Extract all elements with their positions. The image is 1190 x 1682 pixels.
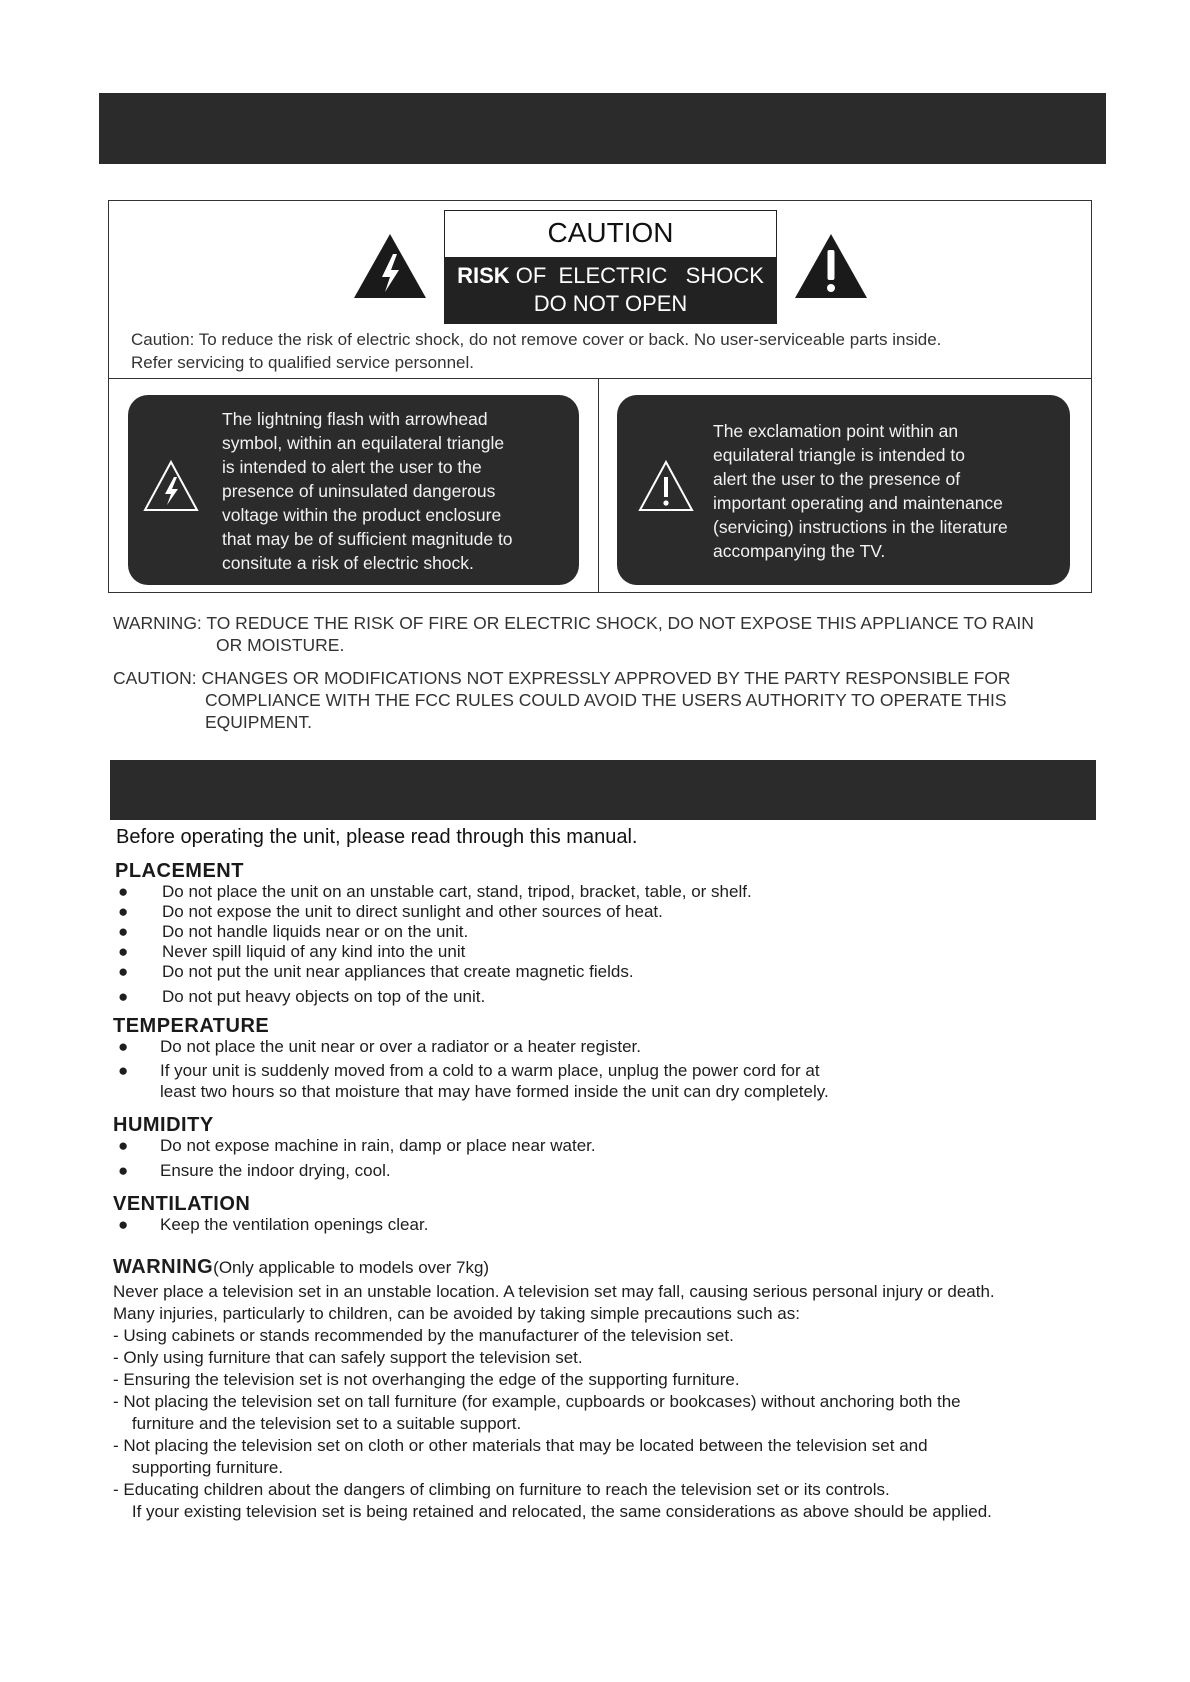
exclamation-info-text — [713, 419, 1058, 563]
info-line: The exclamation point within an — [713, 421, 959, 441]
info-line: is intended to alert the user to the — [222, 457, 482, 477]
divider-vertical — [598, 378, 599, 593]
warning-line: - Only using furniture that can safely support the television set. — [113, 1348, 583, 1367]
warning-note: (Only applicable to models over 7kg) — [213, 1258, 490, 1277]
header-bar-bottom — [110, 760, 1096, 820]
warning-line: supporting furniture. — [113, 1458, 284, 1477]
info-line: equilateral triangle is intended to — [713, 445, 965, 465]
bullet-icon: ● — [118, 922, 129, 941]
temperature-heading: TEMPERATURE — [113, 1015, 270, 1037]
caution-text — [131, 328, 1071, 374]
fire-shock-warning — [113, 612, 1073, 656]
exclamation-info-box — [617, 395, 1070, 585]
info-line: symbol, within an equilateral triangle — [222, 433, 505, 453]
bullet-icon: ● — [118, 987, 129, 1006]
fcc-caution — [113, 667, 1073, 733]
bullet-icon: ● — [118, 962, 129, 981]
bullet-icon: ● — [118, 882, 129, 901]
warning-line: - Not placing the television set on tall furniture (for example, cupboards or bookcases) without anchoring both the — [113, 1392, 961, 1411]
info-line: presence of uninsulated dangerous — [222, 481, 496, 501]
bullet-icon: ● — [118, 1037, 129, 1056]
info-line: The lightning flash with arrowhead — [222, 409, 488, 429]
bullet-icon: ● — [118, 1215, 129, 1234]
warning-line: furniture and the television set to a suitable support. — [113, 1414, 522, 1433]
ventilation-heading: VENTILATION — [113, 1193, 251, 1215]
warning-line: Many injuries, particularly to children, can be avoided by taking simple precautions such as: — [113, 1304, 800, 1323]
caution-line: EQUIPMENT. — [205, 712, 312, 732]
warning-line: - Using cabinets or stands recommended by the manufacturer of the television set. — [113, 1326, 734, 1345]
caution-line: COMPLIANCE WITH THE FCC RULES COULD AVOID THE USERS AUTHORITY TO OPERATE THIS — [205, 690, 1007, 710]
info-line: consitute a risk of electric shock. — [222, 553, 474, 573]
caution-risk-band — [445, 257, 776, 323]
warning-word: WARNING — [113, 1256, 214, 1278]
warning-line: - Ensuring the television set is not overhanging the edge of the supporting furniture. — [113, 1370, 740, 1389]
intro-text: Before operating the unit, please read through this manual. — [116, 826, 638, 848]
info-line: alert the user to the presence of — [713, 469, 961, 489]
risk-rest: OF ELECTRIC SHOCK — [509, 263, 764, 288]
warning-line: Never place a television set in an unstable location. A television set may fall, causing serious personal injury or death. — [113, 1282, 995, 1301]
divider-horizontal — [108, 378, 1092, 379]
lightning-info-text — [222, 407, 562, 575]
info-line: (servicing) instructions in the literature — [713, 517, 1008, 537]
risk-word: RISK — [457, 263, 510, 288]
warning-line: - Not placing the television set on cloth or other materials that may be located between the television set and — [113, 1436, 928, 1455]
lightning-outline-icon — [142, 459, 200, 513]
exclamation-warning-icon — [793, 232, 869, 300]
warning-line: - Educating children about the dangers of climbing on furniture to reach the television set or its controls. — [113, 1480, 890, 1499]
warning-line: WARNING: TO REDUCE THE RISK OF FIRE OR ELECTRIC SHOCK, DO NOT EXPOSE THIS APPLIANCE TO RAIN — [113, 613, 1034, 633]
bullet-icon: ● — [118, 902, 129, 921]
bullet-icon: ● — [118, 1161, 129, 1180]
header-bar-top — [99, 93, 1106, 164]
bullet-icon: ● — [118, 942, 129, 961]
risk-line — [445, 263, 776, 289]
lightning-info-box — [128, 395, 579, 585]
warning-line: If your existing television set is being retained and relocated, the same considerations as above should be applied. — [113, 1502, 992, 1521]
lightning-warning-icon — [352, 232, 428, 300]
caution-label — [444, 210, 777, 324]
info-line: accompanying the TV. — [713, 541, 886, 561]
humidity-heading: HUMIDITY — [113, 1114, 214, 1136]
tipping-warning-heading — [113, 1256, 489, 1279]
do-not-open-line: DO NOT OPEN — [533, 291, 688, 316]
info-line: important operating and maintenance — [713, 493, 1003, 513]
caution-title: CAUTION — [547, 217, 674, 248]
caution-line: CAUTION: CHANGES OR MODIFICATIONS NOT EXPRESSLY APPROVED BY THE PARTY RESPONSIBLE FOR — [113, 668, 1011, 688]
exclamation-outline-icon — [637, 459, 695, 513]
info-line: voltage within the product enclosure — [222, 505, 502, 525]
warning-line: OR MOISTURE. — [216, 635, 345, 655]
info-line: that may be of sufficient magnitude to — [222, 529, 513, 549]
bullet-icon: ● — [118, 1061, 129, 1080]
bullet-icon: ● — [118, 1136, 129, 1155]
placement-heading: PLACEMENT — [115, 860, 244, 882]
caution-text-line: Refer servicing to qualified service personnel. — [131, 353, 475, 372]
caution-text-line: Caution: To reduce the risk of electric shock, do not remove cover or back. No user-serviceable parts inside. — [131, 330, 942, 349]
